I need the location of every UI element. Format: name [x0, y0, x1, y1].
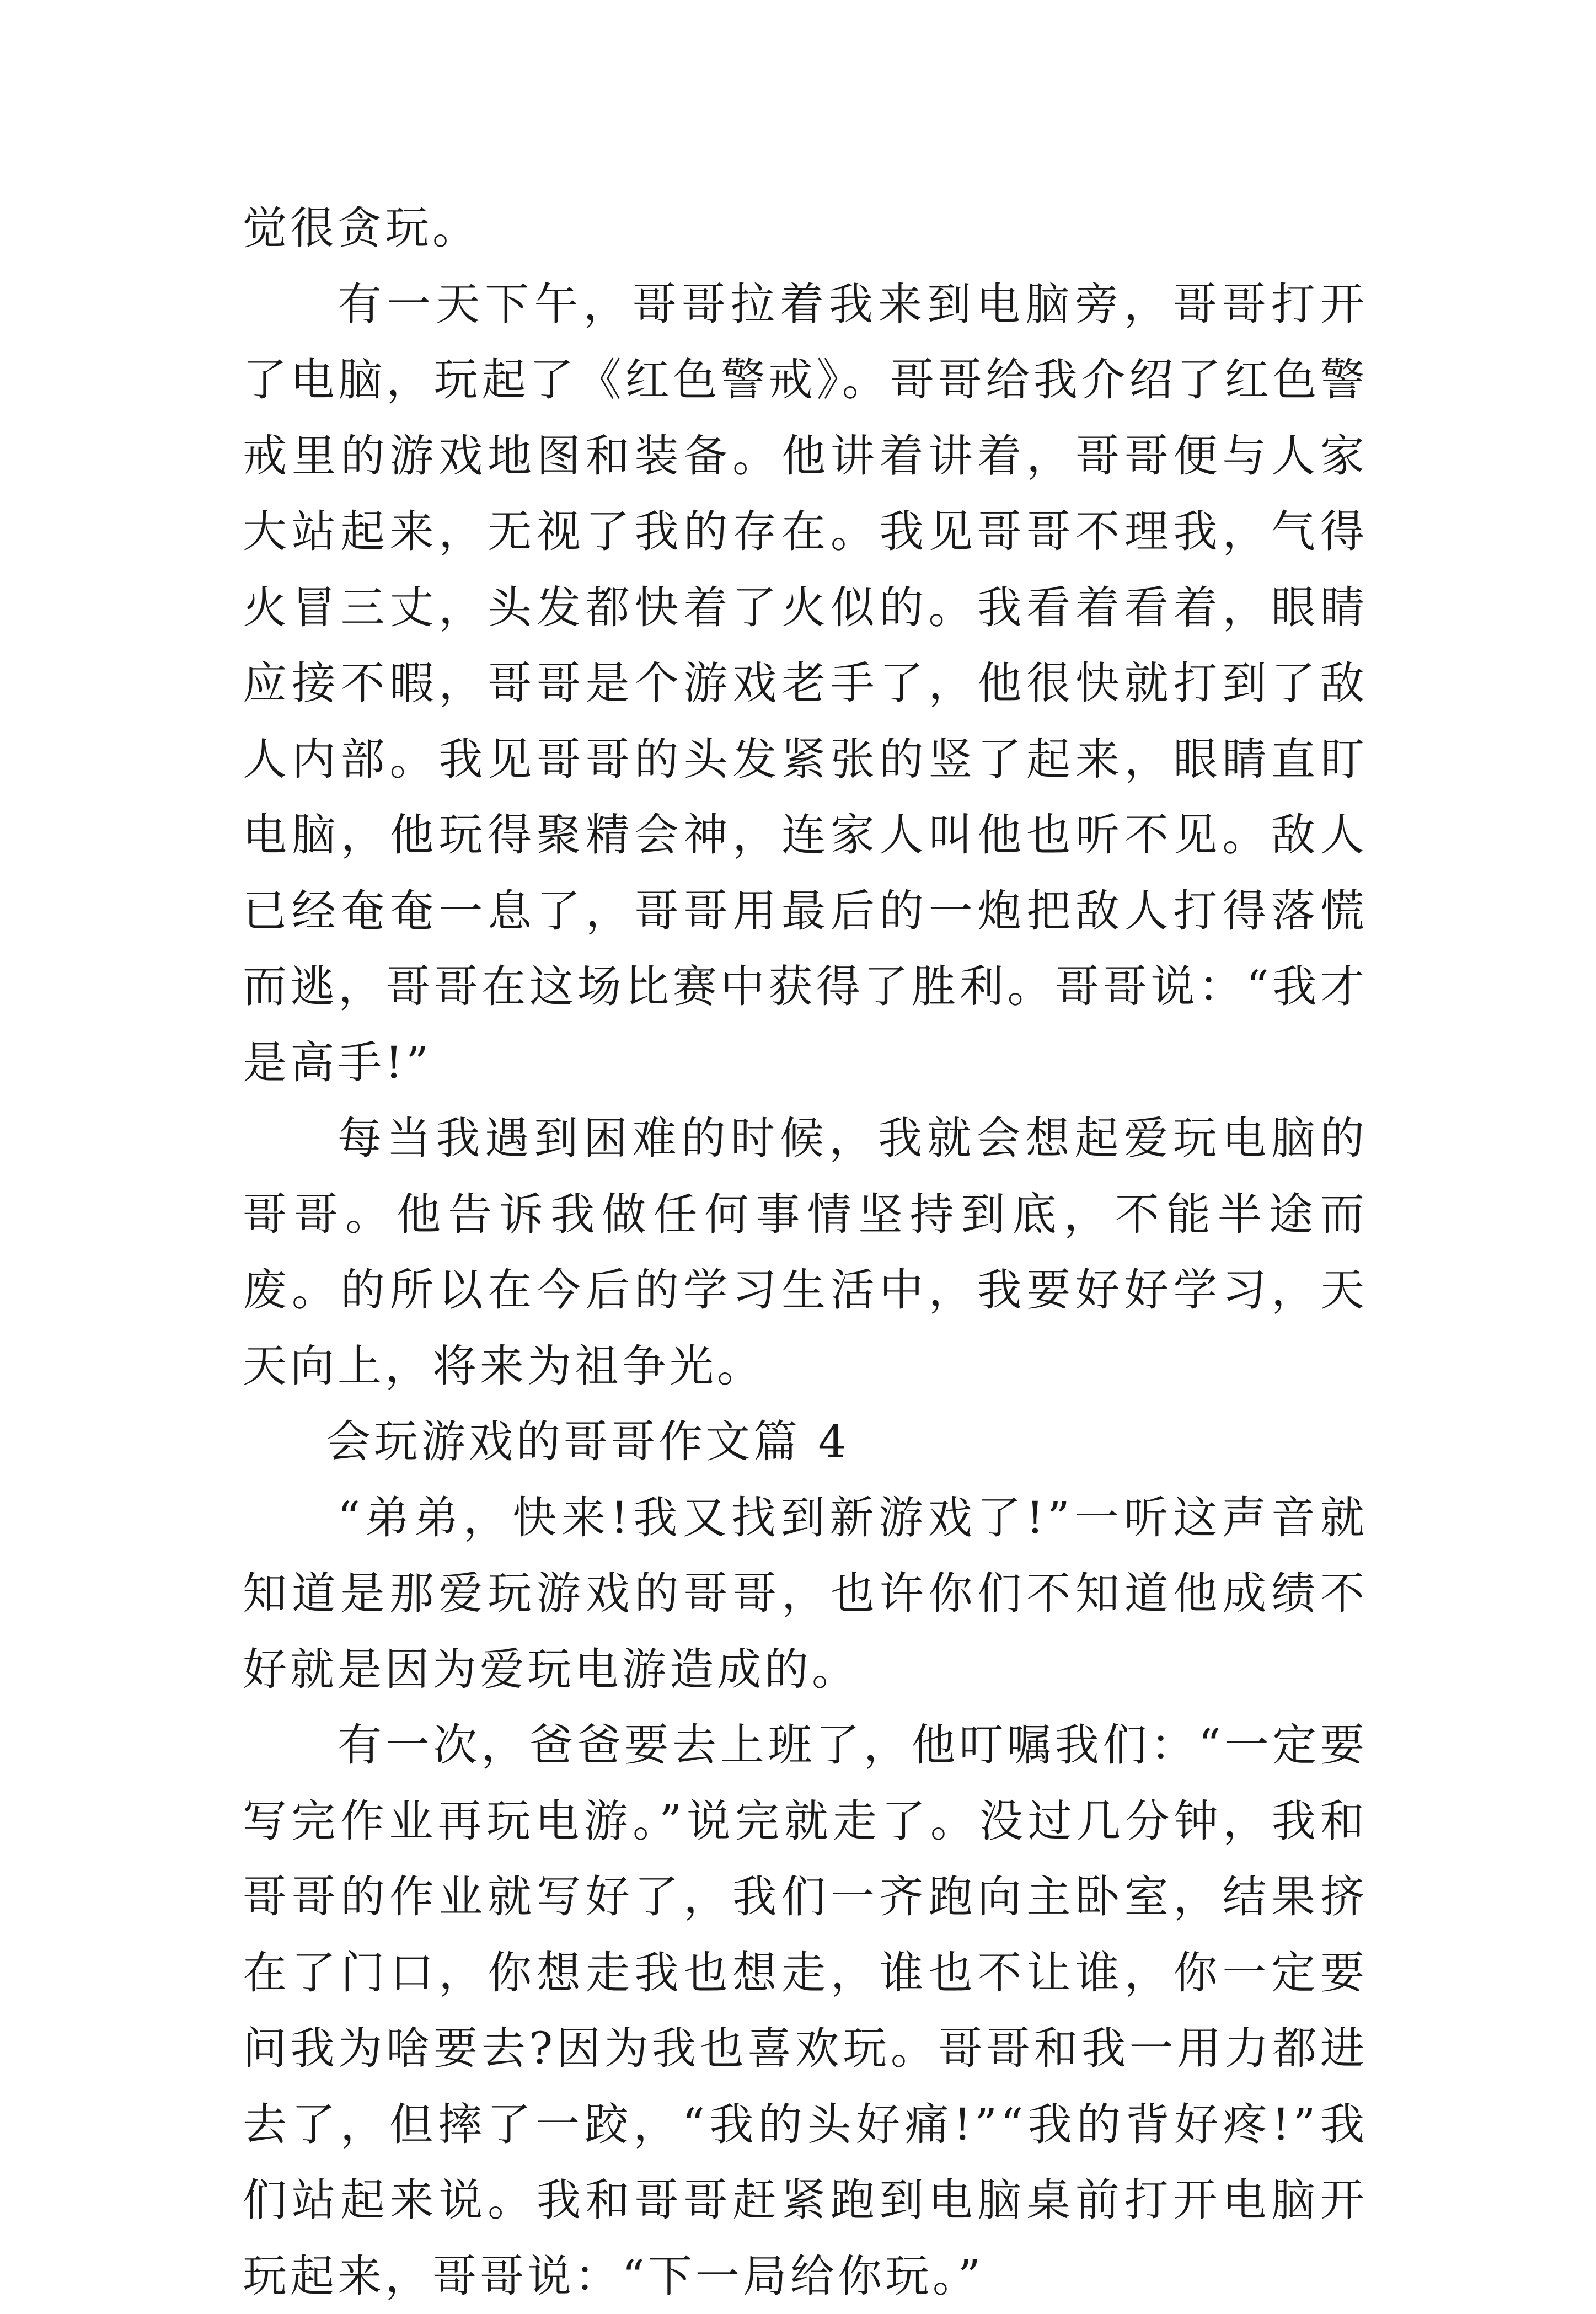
paragraph-continuation: 觉很贪玩。 — [243, 202, 480, 254]
paragraph-reflection: 每当我遇到困难的时候，我就会想起爱玩电脑的哥哥。他告诉我做任何事情坚持到底，不能半途而废。的所以在今后的学习生活中，我要好好学习，天天向上，将来为祖争光。 — [243, 1113, 1368, 1392]
paragraph-red-alert-story: 有一天下午，哥哥拉着我来到电脑旁，哥哥打开了电脑，玩起了《红色警戒》。哥哥给我介绍了红色警戒里的游戏地图和装备。他讲着讲着，哥哥便与人家大站起来，无视了我的存在。我见哥哥不理我，气得火冒三丈，头发都快着了火似的。我看着看着，眼睛应接不暇，哥哥是个游戏老手了，他很快就打到了敌人内部。我见哥哥的头发紧张的竖了起来，眼睛直盯电脑，他玩得聚精会神，连家人叫他也听不见。敌人已经奄奄一息了，哥哥用最后的一炮把敌人打得落慌而逃，哥哥在这场比赛中获得了胜利。哥哥说：“我才是高手!” — [243, 278, 1368, 1088]
paragraph-intro: “弟弟，快来!我又找到新游戏了!”一听这声音就知道是那爱玩游戏的哥哥，也许你们不知道他成绩不好就是因为爱玩电游造成的。 — [243, 1492, 1368, 1695]
section-heading: 会玩游戏的哥哥作文篇 4 — [326, 1416, 850, 1467]
essay-body — [243, 190, 1368, 2314]
paragraph-homework-story: 有一次，爸爸要去上班了，他叮嘱我们：“一定要写完作业再玩电游。”说完就走了。没过几分钟，我和哥哥的作业就写好了，我们一齐跑向主卧室，结果挤在了门口，你想走我也想走，谁也不让谁，你一定要问我为啥要去?因为我也喜欢玩。哥哥和我一用力都进去了，但摔了一跤，“我的头好痛!”“我的背好疼!”我们站起来说。我和哥哥赶紧跑到电脑桌前打开电脑开玩起来，哥哥说：“下一局给你玩。” — [243, 1719, 1368, 2302]
